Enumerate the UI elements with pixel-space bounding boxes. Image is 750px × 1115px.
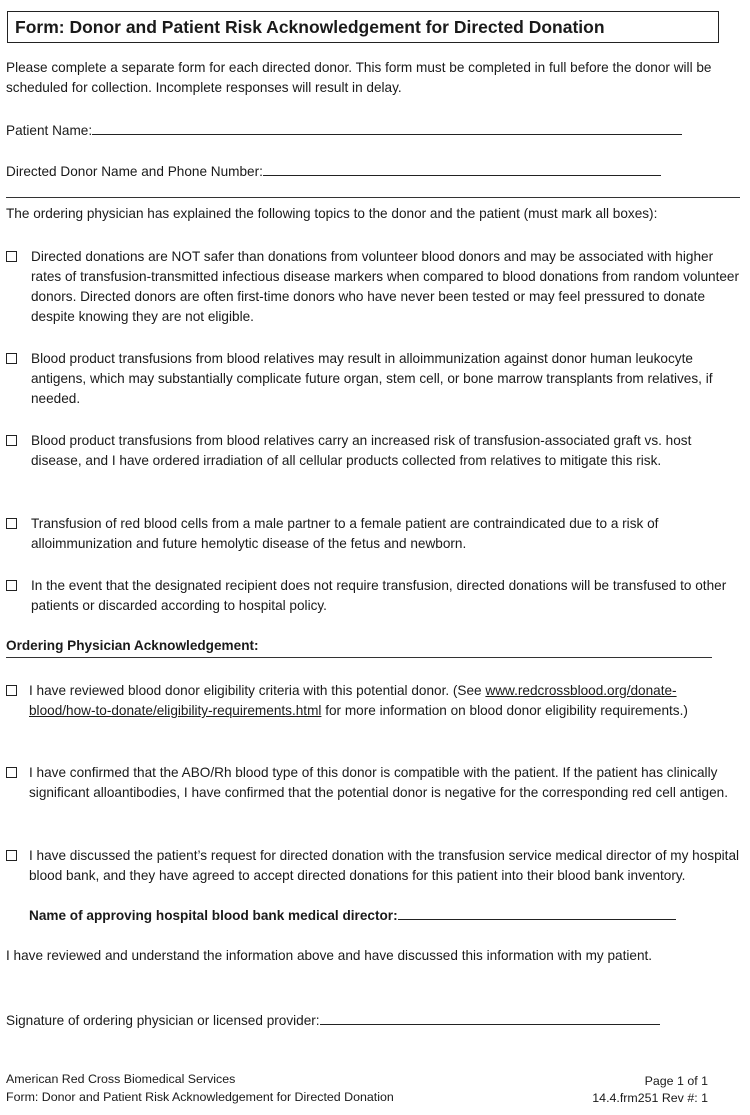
footer-org: American Red Cross Biomedical Services [6,1072,236,1086]
reviewed-statement: I have reviewed and understand the information above and have discussed this information with my patient. [6,948,653,963]
donor-name-line[interactable] [263,160,661,176]
ack-checkbox[interactable] [6,685,17,696]
divider-top [6,197,740,198]
intro-text: Please complete a separate form for each directed donor. This form must be completed in full before the donor will be scheduled for collection. Incomplete responses will result in delay. [6,60,712,95]
donor-name-label: Directed Donor Name and Phone Number: [6,164,263,179]
patient-name-label: Patient Name: [6,123,93,138]
patient-name-field[interactable] [6,119,682,141]
ack-eligibility-text-end: for more information on blood donor eligibility requirements.) [325,703,688,718]
approver-label: Name of approving hospital blood bank medical director: [29,908,398,923]
ack-text [29,681,741,721]
topic-checkbox[interactable] [6,518,17,529]
ack-heading: Ordering Physician Acknowledgement: [6,638,259,653]
topic-text: Blood product transfusions from blood relatives may result in alloimmunization against donor human leukocyte antigens, which may substantially complicate future organ, stem cell, or bone marrow transplants from relatives, if needed. [31,351,713,406]
donor-name-field[interactable] [6,160,661,182]
signature-label: Signature of ordering physician or licensed provider: [6,1013,320,1028]
patient-name-line[interactable] [92,119,682,135]
topic-text: Blood product transfusions from blood relatives carry an increased risk of transfusion-associated graft vs. host disease, and I have ordered irradiation of all cellular products collected from relatives to mitigate this risk. [31,433,692,468]
footer-form-name: Form: Donor and Patient Risk Acknowledgement for Directed Donation [6,1090,394,1104]
form-title-box [7,11,719,43]
signature-field[interactable] [6,1009,660,1031]
form-title: Form: Donor and Patient Risk Acknowledgement for Directed Donation [15,17,605,37]
ack-text: I have confirmed that the ABO/Rh blood type of this donor is compatible with the patient. If the patient has clinically significant alloantibodies, I have confirmed that the potential donor is negative for the corresponding red cell antigen. [29,765,729,800]
topic-text: In the event that the designated recipient does not require transfusion, directed donations will be transfused to other patients or discarded according to hospital policy. [31,578,727,613]
divider-ack [6,657,712,658]
approver-line[interactable] [398,904,676,920]
topic-checkbox[interactable] [6,435,17,446]
topic-checkbox[interactable] [6,353,17,364]
footer-rev: 14.4.frm251 Rev #: 1 [592,1091,708,1105]
approver-field[interactable] [29,904,676,926]
ack-checkbox[interactable] [6,767,17,778]
ack-eligibility-text: I have reviewed blood donor eligibility criteria with this potential donor. (See [29,683,482,698]
topic-text: Directed donations are NOT safer than donations from volunteer blood donors and may be associated with higher rates of transfusion-transmitted infectious disease markers when compared to blood donations from random volunteer donors. Directed donors are often first-time donors who have never been tested or may feel pressured to donate despite knowing they are not eligible. [31,249,739,324]
ack-checkbox[interactable] [6,850,17,861]
ack-text: I have discussed the patient’s request for directed donation with the transfusion service medical director of my hospital blood bank, and they have agreed to accept directed donations for this patient into their blood bank inventory. [29,848,740,883]
topic-text: Transfusion of red blood cells from a male partner to a female patient are contraindicated due to a risk of alloimmunization and future hemolytic disease of the fetus and newborn. [31,516,659,551]
footer-page: Page 1 of 1 [644,1074,708,1088]
topic-checkbox[interactable] [6,580,17,591]
topic-checkbox[interactable] [6,251,17,262]
signature-line[interactable] [320,1009,660,1025]
eligibility-link[interactable]: www.redcrossblood.org/donate-blood/how-to-donate/eligibility-requirements.html [29,683,677,718]
physician-explained-text: The ordering physician has explained the following topics to the donor and the patient (must mark all boxes): [6,206,658,221]
